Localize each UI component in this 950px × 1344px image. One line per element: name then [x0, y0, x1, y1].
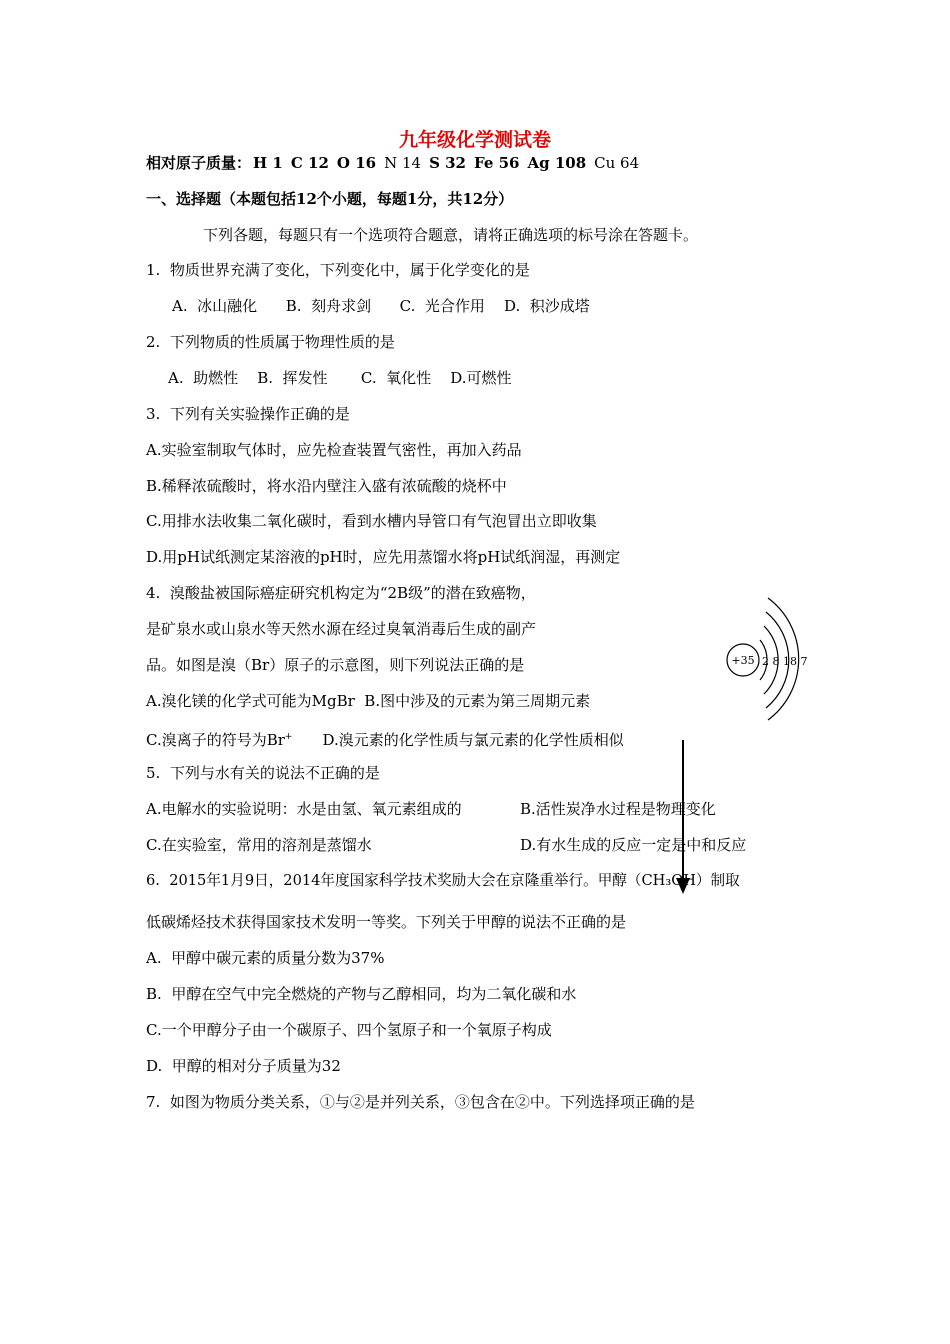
mass-n: N 14 [384, 154, 422, 172]
q4-options-cd [146, 727, 624, 750]
q5-option-a: A.电解水的实验说明：水是由氢、氧元素组成的 [146, 800, 462, 818]
mass-ag: Ag 108 [527, 154, 587, 172]
q6-option-d: D. 甲醇的相对分子质量为32 [146, 1057, 341, 1075]
q4-line-3: 品。如图是溴（Br）原子的示意图，则下列说法正确的是 [146, 656, 525, 674]
mass-cu: Cu 64 [594, 154, 640, 172]
mass-c: C 12 [290, 154, 329, 172]
atom-shell-electrons: 2 8 18 7 [762, 655, 808, 668]
section-heading: 一、选择题（本题包括12个小题，每题1分，共12分） [146, 190, 514, 208]
q6-option-a: A. 甲醇中碳元素的质量分数为37% [146, 949, 385, 967]
q6-option-b: B. 甲醇在空气中完全燃烧的产物与乙醇相同，均为二氧化碳和水 [146, 985, 577, 1003]
q6-line-1: 6. 2015年1月9日，2014年度国家科学技术奖励大会在京隆重举行。甲醇（CH₃OH）制取 [146, 872, 740, 889]
atomic-mass-label: 相对原子质量： [146, 154, 252, 172]
bromine-atom-diagram [718, 592, 828, 722]
q2-stem: 2. 下列物质的性质属于物理性质的是 [146, 333, 395, 351]
q1-options: A. 冰山融化 B. 刻舟求剑 C. 光合作用 D. 积沙成塔 [172, 297, 590, 315]
q5-option-b: B.活性炭净水过程是物理变化 [520, 800, 716, 818]
q5-stem: 5. 下列与水有关的说法不正确的是 [146, 764, 380, 782]
mass-s: S 32 [429, 154, 466, 172]
q1-stem: 1. 物质世界充满了变化，下列变化中，属于化学变化的是 [146, 261, 530, 279]
q6-line-2: 低碳烯烃技术获得国家技术发明一等奖。下列关于甲醇的说法不正确的是 [146, 913, 627, 931]
q3-option-a: A.实验室制取气体时，应先检查装置气密性，再加入药品 [146, 441, 522, 459]
mass-o: O 16 [336, 154, 377, 172]
q2-options: A. 助燃性 B. 挥发性 C. 氧化性 D.可燃性 [168, 369, 512, 387]
q3-option-b: B.稀释浓硫酸时，将水沿内壁注入盛有浓硫酸的烧杯中 [146, 477, 507, 495]
q4-option-d: D.溴元素的化学性质与氯元素的化学性质相似 [322, 731, 624, 749]
q6-option-c: C.一个甲醇分子由一个碳原子、四个氢原子和一个氧原子构成 [146, 1021, 552, 1039]
page-title: 九年级化学测试卷 [398, 129, 551, 151]
q4-option-c-sup: + [284, 732, 293, 742]
q4-line-1: 4. 溴酸盐被国际癌症研究机构定为“2B级”的潜在致癌物， [146, 584, 536, 602]
q7-stem: 7. 如图为物质分类关系，①与②是并列关系，③包含在②中。下列选择项正确的是 [146, 1093, 695, 1111]
atomic-mass-line [146, 153, 647, 173]
atom-nucleus-label: +35 [731, 654, 755, 667]
q3-option-d: D.用pH试纸测定某溶液的pH时，应先用蒸馏水将pH试纸润湿，再测定 [146, 548, 621, 566]
mass-fe: Fe 56 [474, 154, 520, 172]
q4-options-ab: A.溴化镁的化学式可能为MgBr B.图中涉及的元素为第三周期元素 [146, 692, 591, 710]
q3-stem: 3. 下列有关实验操作正确的是 [146, 405, 350, 423]
mass-h: H 1 [253, 154, 283, 172]
q4-option-c: C.溴离子的符号为Br [146, 731, 285, 749]
q4-line-2: 是矿泉水或山泉水等天然水源在经过臭氧消毒后生成的副产 [146, 620, 537, 638]
q5-option-c: C.在实验室，常用的溶剂是蒸馏水 [146, 836, 372, 854]
q3-option-c: C.用排水法收集二氧化碳时，看到水槽内导管口有气泡冒出立即收集 [146, 512, 597, 530]
section-instruction: 下列各题，每题只有一个选项符合题意，请将正确选项的标号涂在答题卡。 [203, 226, 699, 244]
q5-option-d: D.有水生成的反应一定是中和反应 [520, 836, 747, 854]
